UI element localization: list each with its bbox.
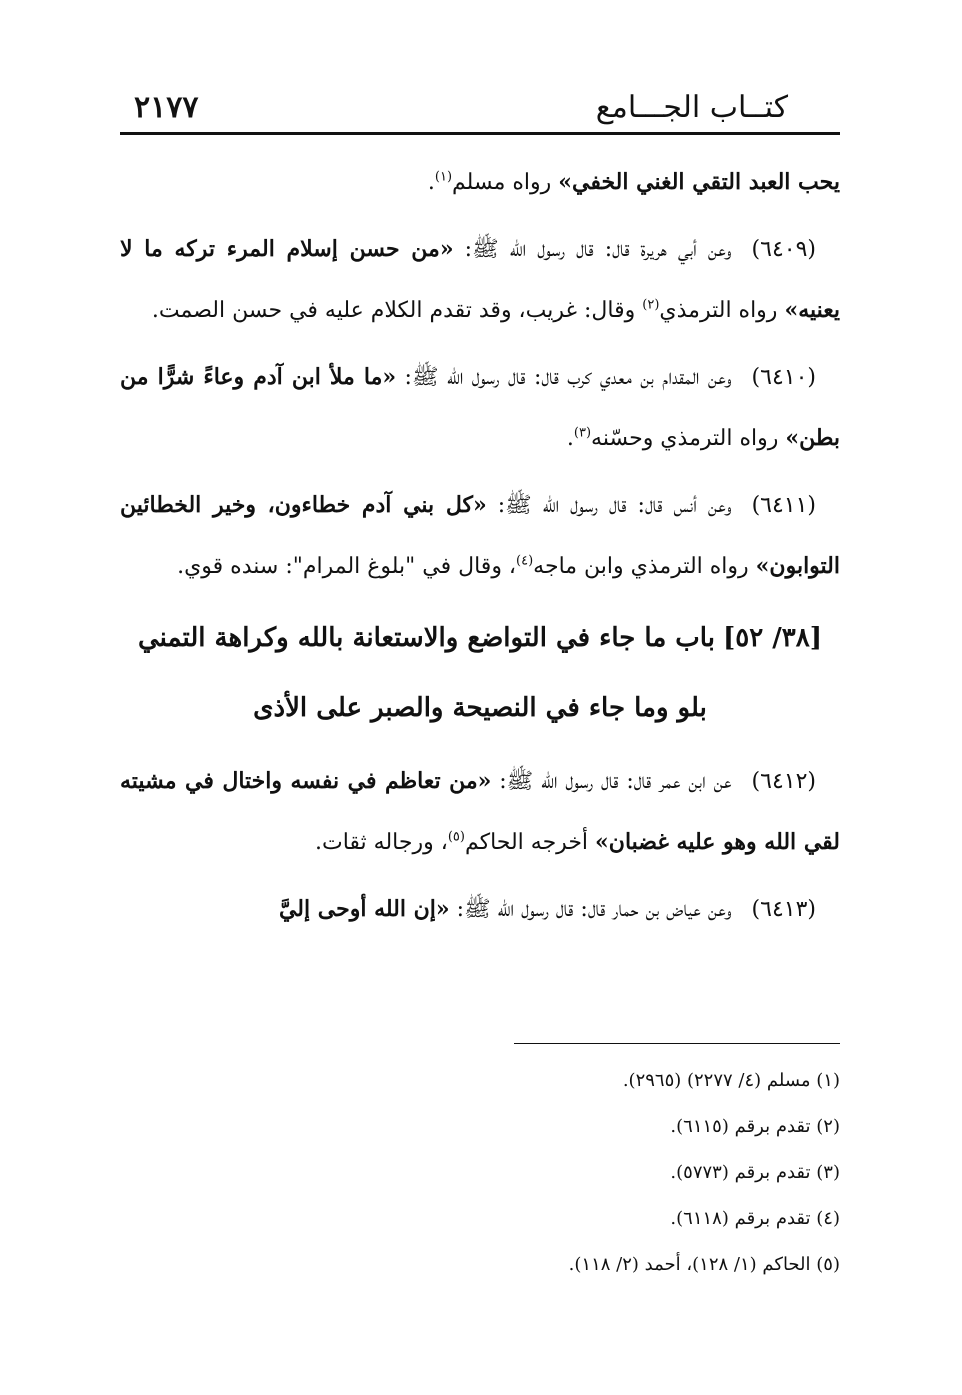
hadith-quote: يحب العبد التقي الغني الخفي»: [558, 169, 840, 195]
footnote-item: (٢) تقدم برقم (٦١١٥).: [670, 1116, 840, 1137]
running-header: [120, 88, 840, 135]
hadith-paragraph: [120, 475, 840, 597]
hadith-tail: .: [566, 426, 574, 451]
footnote-marker: (٤): [516, 553, 534, 569]
hadith-source: رواه مسلم: [452, 170, 559, 195]
footnote-item: (٤) تقدم برقم (٦١١٨).: [670, 1208, 840, 1229]
footnote-marker: (١): [434, 169, 453, 185]
hadith-intro: وعن المقدام بن معدي كرب قال: قال رسول الله ﷺ:: [396, 365, 732, 390]
footnote-marker: (٣): [573, 425, 592, 441]
page-number: ٢١٧٧: [134, 90, 199, 125]
footnotes: [120, 1058, 840, 1288]
hadith-quote: «إن الله أوحى إليَّ: [278, 896, 450, 922]
main-text: [120, 152, 840, 946]
hadith-tail: .: [427, 170, 435, 195]
hadith-paragraph: [120, 751, 840, 873]
hadith-tail: ، ورجاله ثقات.: [315, 830, 448, 855]
chapter-reference: [٣٨/ ٥٢]: [722, 623, 823, 653]
hadith-paragraph: [120, 879, 840, 940]
hadith-intro: وعن أبي هريرة قال: قال رسول الله ﷺ:: [453, 237, 732, 262]
hadith-intro: وعن أنس قال: قال رسول الله ﷺ:: [486, 493, 732, 518]
hadith-intro: عن ابن عمر قال: قال رسول الله ﷺ:: [491, 769, 732, 794]
hadith-quote: «ما ملأ ابن آدم وعاءً شرًّا من بطن»: [120, 364, 840, 451]
book-page: [120, 0, 840, 1395]
footnote-separator: [514, 1043, 840, 1044]
hadith-source: أخرجه الحاكم: [464, 830, 596, 855]
hadith-quote: «من حسن إسلام المرء تركه ما لا يعنيه»: [120, 236, 840, 323]
footnote-marker: (٢): [642, 297, 660, 313]
chapter-heading: [120, 603, 840, 743]
hadith-paragraph: [120, 219, 840, 341]
hadith-source: رواه الترمذي: [659, 298, 785, 323]
hadith-quote: «من تعاظم في نفسه واختال في مشيته لقي الله وهو عليه غضبان»: [120, 768, 840, 855]
hadith-source: رواه الترمذي وابن ماجه: [533, 554, 756, 579]
hadith-number: (٦٤١١): [751, 493, 817, 518]
book-section-title: كتــاب الجـــامع: [595, 90, 788, 125]
footnote-item: (١) مسلم (٤/ ٢٢٧٧) (٢٩٦٥).: [622, 1070, 840, 1091]
hadith-number: (٦٤١٣): [751, 897, 816, 922]
hadith-tail: ، وقال في "بلوغ المرام": سنده قوي.: [177, 554, 517, 579]
hadith-number: (٦٤١٢): [751, 769, 816, 794]
hadith-number: (٦٤١٠): [751, 365, 816, 390]
footnote-item: (٥) الحاكم (١/ ١٢٨)، أحمد (٢/ ١١٨).: [568, 1254, 840, 1275]
hadith-intro: وعن عياض بن حمار قال: قال رسول الله ﷺ:: [449, 897, 732, 922]
hadith-source: رواه الترمذي وحسّنه: [591, 426, 786, 451]
hadith-paragraph: [120, 347, 840, 469]
footnote-item: (٣) تقدم برقم (٥٧٧٣).: [670, 1162, 840, 1183]
footnote-marker: (٥): [447, 829, 465, 845]
chapter-title: باب ما جاء في التواضع والاستعانة بالله وكراهة التمني بلو وما جاء في النصيحة والصبر على الأذى: [137, 623, 715, 723]
hadith-paragraph: [120, 152, 840, 213]
hadith-tail: وقال: غريب، وقد تقدم الكلام عليه في حسن الصمت.: [151, 298, 643, 323]
hadith-number: (٦٤٠٩): [751, 237, 816, 262]
hadith-quote: «كل بني آدم خطاءون، وخير الخطائين التوابون»: [120, 492, 840, 579]
